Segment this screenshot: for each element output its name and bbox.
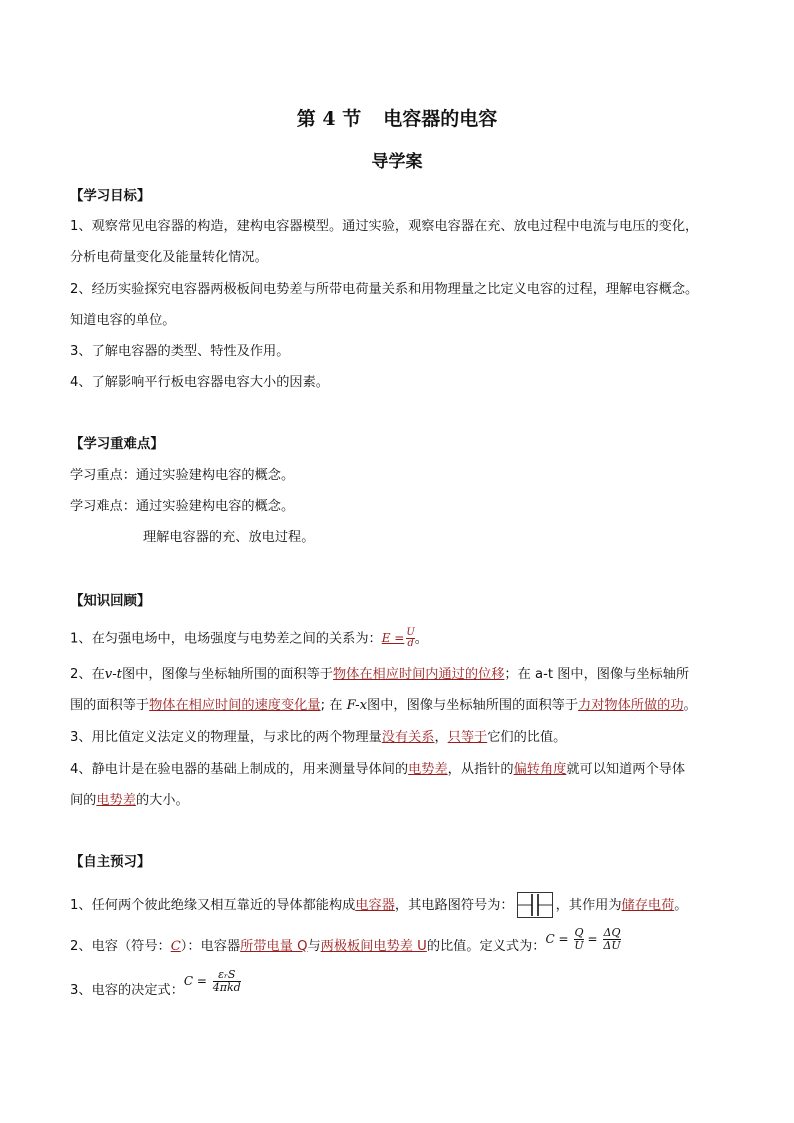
review-q3-text: 3、用比值定义法定义的物理量，与求比的两个物理量 xyxy=(70,730,382,745)
preview-p3 xyxy=(70,967,760,1000)
formula-numerator: εᵣS xyxy=(218,967,236,981)
review-q2-text: ；在 a-t 图中，图像与坐标轴所 xyxy=(504,667,690,682)
goals-heading: 【学习目标】 xyxy=(70,189,151,204)
capacitor-symbol-icon xyxy=(517,892,553,918)
review-q3-text: 它们的比值。 xyxy=(487,730,567,745)
answer-only-equals: 只等于 xyxy=(447,730,488,745)
formula-eq: = xyxy=(587,931,598,946)
capacitance-decision-formula xyxy=(184,969,241,994)
field-strength-formula xyxy=(382,628,415,649)
fx-label: F-x xyxy=(346,698,368,713)
formula-dq: ΔQ xyxy=(603,925,621,939)
section-name: 电容器的电容 xyxy=(383,108,498,130)
section-number: 第 4 节 xyxy=(296,108,362,130)
formula-numerator: U xyxy=(406,627,415,638)
formula-lhs: E = xyxy=(381,631,405,645)
goal-4: 4、了解影响平行板电容器电容大小的因素。 xyxy=(70,375,329,390)
preview-p1-text: 。 xyxy=(674,898,688,913)
goal-2-line-2: 知道电容的单位。 xyxy=(70,313,176,328)
preview-p2-text: ）：电容器 xyxy=(180,939,241,954)
vt-label: v-t xyxy=(104,667,122,682)
review-q4-line-2 xyxy=(70,792,760,810)
answer-store-charge: 储存电荷 xyxy=(621,898,675,913)
review-q2-line-1 xyxy=(70,666,760,684)
review-q4-text: 间的 xyxy=(70,793,97,808)
formula-c: C = xyxy=(545,931,569,946)
answer-potential-diff-2: 电势差 xyxy=(96,793,136,808)
difficult-point: 学习难点：通过实验建构电容的概念。 xyxy=(70,499,295,514)
review-q1-text: 1、在匀强电场中，电场强度与电势差之间的关系为： xyxy=(70,631,382,647)
answer-work: 力对物体所做的功 xyxy=(578,698,684,713)
formula-du: ΔU xyxy=(603,938,621,952)
goal-2-line-1: 2、经历实验探究电容器两极板间电势差与所带电荷量关系和用物理量之比定义电容的过程，理解电容概念。 xyxy=(70,282,699,297)
review-q2-text: 2、在 xyxy=(70,667,105,682)
review-q4-text: ，从指针的 xyxy=(447,762,514,777)
goal-3: 3、了解电容器的类型、特性及作用。 xyxy=(70,344,290,359)
review-q3-text: ， xyxy=(434,730,448,745)
review-q4-text: 就可以知道两个导体 xyxy=(566,762,686,777)
review-q4-text: 的大小。 xyxy=(135,793,189,808)
answer-charge-q: 所带电量 Q xyxy=(240,939,308,954)
formula-c: C = xyxy=(183,973,207,988)
review-q2-text: 图中，图像与坐标轴所围的面积等于 xyxy=(121,667,333,682)
formula-q: Q xyxy=(574,925,584,939)
preview-p2-text: 2、电容（符号： xyxy=(70,939,171,954)
review-q4-text: 4、静电计是在验电器的基础上制成的，用来测量导体间的 xyxy=(70,762,409,777)
answer-displacement: 物体在相应时间内通过的位移 xyxy=(332,667,505,682)
review-q2-text: 。 xyxy=(683,698,697,713)
difficult-point-2: 理解电容器的充、放电过程。 xyxy=(143,530,315,545)
capacitance-definition-formula xyxy=(546,927,621,952)
page-title xyxy=(0,104,794,131)
preview-heading: 【自主预习】 xyxy=(70,855,151,870)
review-q2-text: 图中，图像与坐标轴所围的面积等于 xyxy=(367,698,579,713)
answer-voltage-u: 两极板间电势差 U xyxy=(320,939,427,954)
preview-p1-text: ，其电路图符号为： xyxy=(394,898,514,913)
preview-p1 xyxy=(70,892,760,918)
review-q1 xyxy=(70,628,760,649)
answer-deflection-angle: 偏转角度 xyxy=(513,762,567,777)
preview-p2-text: 与 xyxy=(307,939,321,954)
keypoints-heading: 【学习重难点】 xyxy=(70,437,164,452)
answer-potential-diff: 电势差 xyxy=(408,762,448,777)
answer-no-relation: 没有关系 xyxy=(381,730,435,745)
formula-u: U xyxy=(574,938,584,952)
preview-p1-text: ，其作用为 xyxy=(555,898,622,913)
review-q3 xyxy=(70,729,760,747)
review-q4-line-1 xyxy=(70,761,760,779)
formula-denominator: d xyxy=(407,638,414,649)
review-heading: 【知识回顾】 xyxy=(70,594,151,609)
preview-p1-text: 1、任何两个彼此绝缘又相互靠近的导体都能构成 xyxy=(70,898,356,913)
review-q2-text: ; 在 xyxy=(320,698,343,713)
preview-p3-text: 3、电容的决定式： xyxy=(70,983,184,998)
formula-denominator: 4πkd xyxy=(212,980,241,994)
review-q2-text: 围的面积等于 xyxy=(70,698,150,713)
preview-p2-text: 的比值。定义式为： xyxy=(426,939,546,954)
key-point: 学习重点：通过实验建构电容的概念。 xyxy=(70,468,295,483)
goal-1-line-2: 分析电荷量变化及能量转化情况。 xyxy=(70,250,268,265)
answer-symbol-c: C xyxy=(170,939,181,954)
page-subtitle: 导学案 xyxy=(371,152,423,172)
goal-1-line-1: 1、观察常见电容器的构造，建构电容器模型。通过实验，观察电容器在充、放电过程中电流与电压的变化， xyxy=(70,219,699,234)
review-q2-line-2 xyxy=(70,697,760,715)
review-q1-end: 。 xyxy=(414,631,428,647)
answer-velocity-change: 物体在相应时间的速度变化量 xyxy=(149,698,321,713)
answer-capacitor: 电容器 xyxy=(355,898,395,913)
